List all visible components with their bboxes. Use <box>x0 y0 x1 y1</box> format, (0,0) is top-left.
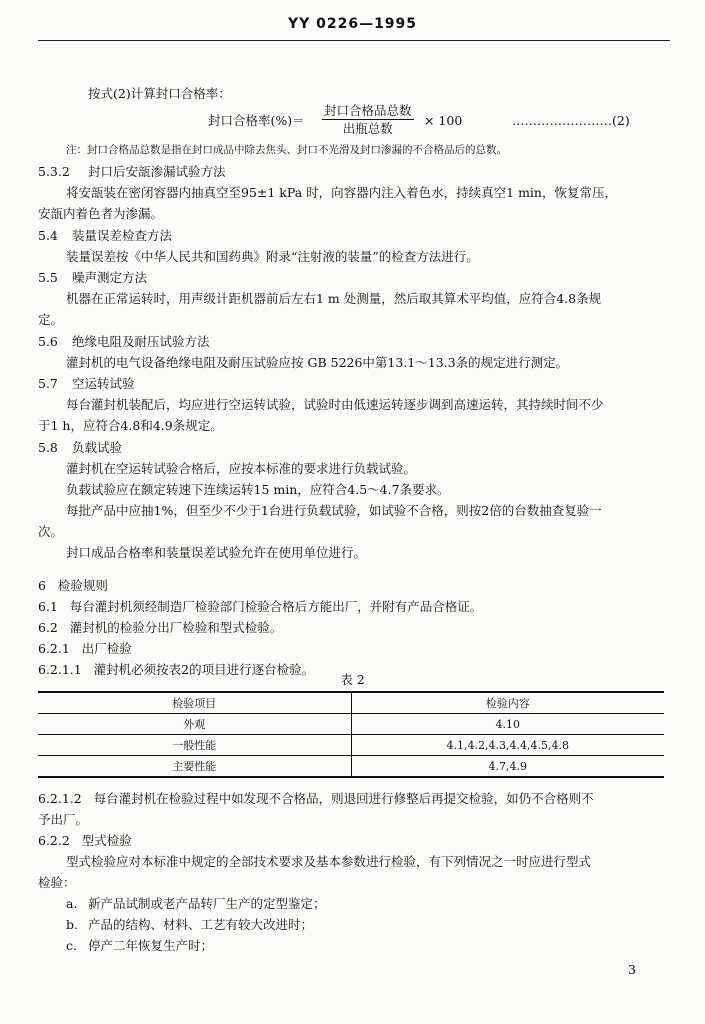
table-cell: 4.1,4.2,4.3,4.4,4.5,4.8 <box>446 738 569 752</box>
table-cell: 一般性能 <box>38 735 351 756</box>
section-5-7-line: 每台灌封机装配后，均应进行空运转试验，试验时由低速运转逐步调到高速运转，其持续时间不少 <box>66 397 604 412</box>
section-5-8-line: 每批产品中应抽1%，但至少不少于1台进行负载试验，如试验不合格，则按2倍的台数抽查复验一 <box>66 503 602 518</box>
formula-denominator: 出瓶总数 <box>342 121 393 136</box>
clause-6-2-1: 6.2.1 出厂检验 <box>38 641 132 656</box>
table-header-row <box>38 692 664 714</box>
section-5-4-title: 装量误差检查方法 <box>72 228 173 243</box>
list-item: 新产品试制或老产品转厂生产的定型鉴定； <box>88 896 326 911</box>
page-number: 3 <box>628 962 636 977</box>
formula-number: ……………………(2) <box>512 113 630 128</box>
table-cell: 主要性能 <box>38 756 351 778</box>
section-5-8-line: 负载试验应在额定转速下连续运转15 min，应符合4.5～4.7条要求。 <box>66 482 450 497</box>
chapter-6-title: 6 检验规则 <box>38 578 108 593</box>
section-5-5-title: 噪声测定方法 <box>72 270 148 285</box>
formula-intro: 按式(2)计算封口合格率： <box>88 86 231 101</box>
table-2 <box>38 691 664 778</box>
section-5-3-2-num: 5.3.2 <box>38 164 70 179</box>
section-5-4-line: 装量误差按《中华人民共和国药典》附录“注射液的装量”的检查方法进行。 <box>66 249 479 264</box>
list-item: 停产二年恢复生产时； <box>88 938 214 953</box>
table-row <box>38 735 664 756</box>
clause-6-2: 6.2 灌封机的检验分出厂检验和型式检验。 <box>38 620 283 635</box>
clause-6-2-2: 6.2.2 型式检验 <box>38 833 132 848</box>
section-5-3-2-line: 安瓿内着色者为渗漏。 <box>38 206 164 221</box>
section-5-8-num: 5.8 <box>38 440 58 455</box>
table-header-cell: 检验项目 <box>38 692 351 714</box>
clause-6-2-1-2-cont: 予出厂。 <box>38 812 89 827</box>
table-cell: 4.7,4.9 <box>488 759 527 773</box>
section-5-6-num: 5.6 <box>38 334 58 349</box>
section-5-6-title: 绝缘电阻及耐压试验方法 <box>72 334 210 349</box>
section-5-6-line: 灌封机的电气设备绝缘电阻及耐压试验应按 GB 5226中第13.1～13.3条的规定进行测定。 <box>66 355 569 370</box>
section-5-3-2-line: 将安瓿装在密闭容器内抽真空至95±1 kPa 时，向容器内注入着色水，持续真空1 min，恢复常压， <box>66 185 617 200</box>
section-5-7-num: 5.7 <box>38 376 58 391</box>
header-rule <box>38 40 670 41</box>
formula-fraction <box>322 103 414 136</box>
table-row <box>38 714 664 735</box>
clause-6-2-1-1: 6.2.1.1 灌封机必须按表2的项目进行逐台检验。 <box>38 662 315 677</box>
table-header-cell: 检验内容 <box>485 697 530 710</box>
section-5-7-title: 空运转试验 <box>72 376 135 391</box>
section-5-8-line: 灌封机在空运转试验合格后，应按本标准的要求进行负载试验。 <box>66 461 417 476</box>
section-5-8-title: 负载试验 <box>72 440 123 455</box>
section-5-4-num: 5.4 <box>38 228 58 243</box>
section-5-3-2-title: 封口后安瓿渗漏试验方法 <box>88 164 226 179</box>
list-item-label: b. <box>66 917 78 932</box>
formula-lhs: 封口合格率(%)＝ <box>208 113 305 128</box>
section-5-8-line: 次。 <box>38 524 64 539</box>
list-item-label: c. <box>66 938 77 953</box>
clause-6-2-1-2: 6.2.1.2 每台灌封机在检验过程中如发现不合格品，则退回进行修整后再提交检验，如仍不合格则不 <box>38 791 594 806</box>
list-item-label: a. <box>66 896 78 911</box>
list-item: 产品的结构、材料、工艺有较大改进时； <box>88 917 314 932</box>
formula-times: × 100 <box>424 113 463 128</box>
table-2-caption: 表 2 <box>340 672 365 687</box>
clause-6-1: 6.1 每台灌封机须经制造厂检验部门检验合格后方能出厂，并附有产品合格证。 <box>38 599 483 614</box>
table-cell: 外观 <box>38 714 351 735</box>
type-inspection-text: 型式检验应对本标准中规定的全部技术要求及基本参数进行检验，有下列情况之一时应进行型式 <box>66 854 592 869</box>
section-5-7-line: 于1 h，应符合4.8和4.9条规定。 <box>38 418 223 433</box>
standard-code-header: YY 0226—1995 <box>287 16 418 32</box>
formula-numerator: 封口合格品总数 <box>324 103 412 118</box>
table-cell: 4.10 <box>495 717 520 731</box>
formula-note: 注：封口合格品总数是指在封口成品中除去焦头、封口不光滑及封口渗漏的不合格品后的总数。 <box>66 144 507 156</box>
table-row <box>38 756 664 778</box>
type-inspection-text: 检验： <box>38 875 76 890</box>
section-5-5-num: 5.5 <box>38 270 58 285</box>
section-5-8-line: 封口成品合格率和装量误差试验允许在使用单位进行。 <box>66 545 367 560</box>
section-5-5-line: 定。 <box>38 312 64 327</box>
section-5-5-line: 机器在正常运转时，用声级计距机器前后左右1 m 处测量，然后取其算术平均值，应符合4.8条规 <box>66 291 602 306</box>
